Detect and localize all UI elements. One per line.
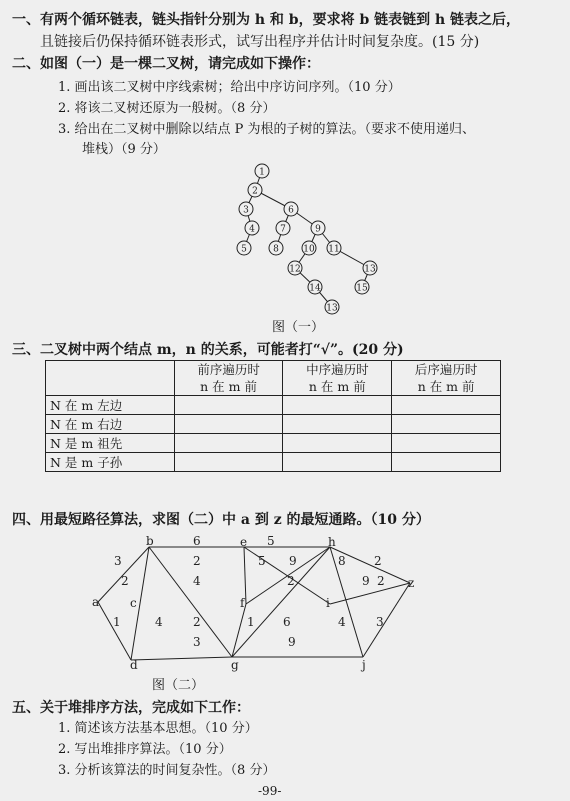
graph-node-f: f xyxy=(240,596,245,610)
q5-item-3: 3. 分析该算法的时间复杂性。（8 分） xyxy=(58,763,276,778)
svg-text:8: 8 xyxy=(273,244,279,255)
header-preorder-line2: n 在 m 前 xyxy=(200,379,257,394)
svg-text:13: 13 xyxy=(364,264,376,275)
svg-text:4: 4 xyxy=(249,224,255,235)
row-label: N 在 m 右边 xyxy=(46,415,175,434)
q5-item-2: 2. 写出堆排序算法。（10 分） xyxy=(58,742,232,757)
graph-edge xyxy=(131,657,232,660)
q2-item-3-cont: 堆栈）（9 分） xyxy=(82,142,166,157)
edge-weight-label: 3 xyxy=(193,635,201,649)
row-label: N 是 m 祖先 xyxy=(46,434,175,453)
q2-item-1: 1. 画出该二叉树中序线索树；给出中序访问序列。（10 分） xyxy=(58,80,401,95)
svg-text:2: 2 xyxy=(252,186,258,197)
edge-weight-label: 2 xyxy=(374,554,382,568)
edge-weight-label: 9 xyxy=(288,635,296,649)
edge-weight-label: 4 xyxy=(155,615,163,629)
graph-edge xyxy=(363,583,410,657)
edge-weight-label: 1 xyxy=(247,615,255,629)
svg-text:6: 6 xyxy=(288,205,294,216)
graph-node-b: b xyxy=(146,534,154,548)
header-inorder-line1: 中序遍历时 xyxy=(306,362,369,377)
edge-weight-label: 1 xyxy=(113,615,121,629)
graph-edge xyxy=(232,547,330,657)
edge-weight-label: 9 xyxy=(362,574,370,588)
edge-weight-label: 9 xyxy=(289,554,297,568)
svg-text:5: 5 xyxy=(241,244,247,255)
figure-1-caption: 图（一） xyxy=(272,320,325,335)
edge-weight-label: 5 xyxy=(258,554,266,568)
graph-node-j: j xyxy=(362,658,366,672)
edge-weight-label: 3 xyxy=(114,554,122,568)
edge-weight-label: 8 xyxy=(338,554,346,568)
row-label: N 在 m 左边 xyxy=(46,396,175,415)
header-inorder-line2: n 在 m 前 xyxy=(308,379,366,394)
edge-weight-label: 2 xyxy=(193,554,201,568)
q5-item-1: 1. 简述该方法基本思想。（10 分） xyxy=(58,721,258,736)
graph-node-c: c xyxy=(130,596,137,610)
graph-node-a: a xyxy=(92,595,100,609)
graph-edge xyxy=(149,547,232,657)
svg-text:15: 15 xyxy=(356,283,368,294)
row-label: N 是 m 子孙 xyxy=(46,453,175,472)
svg-text:13: 13 xyxy=(326,303,338,314)
q1-line1: 一、有两个循环链表，链头指针分别为 h 和 b，要求将 b 链表链到 h 链表之后， xyxy=(12,12,521,28)
edge-weight-label: 2 xyxy=(287,574,295,588)
graph-node-i: i xyxy=(326,596,330,610)
graph-node-h: h xyxy=(328,535,336,549)
edge-weight-label: 2 xyxy=(193,615,201,629)
edge-weight-label: 4 xyxy=(193,574,201,588)
edge-weight-label: 6 xyxy=(193,534,201,548)
header-postorder-line1: 后序遍历时 xyxy=(414,362,478,377)
svg-text:12: 12 xyxy=(289,264,301,275)
q1-line2: 且链接后仍保持循环链表形式，试写出程序并估计时间复杂度。(15 分) xyxy=(40,34,480,50)
svg-text:14: 14 xyxy=(309,283,321,294)
graph-edge xyxy=(330,547,363,657)
graph-node-e: e xyxy=(240,535,248,549)
edge-weight-label: 4 xyxy=(338,615,346,629)
page-number: -99- xyxy=(258,784,282,798)
graph-node-g: g xyxy=(231,658,239,672)
figure-2-caption: 图（二） xyxy=(152,678,205,693)
edge-weight-label: 5 xyxy=(267,534,275,548)
edge-weight-label: 3 xyxy=(376,615,384,629)
q2-item-3: 3. 给出在二叉树中删除以结点 P 为根的子树的算法。（要求不使用递归、 xyxy=(58,122,476,137)
q4-title: 四、用最短路径算法，求图（二）中 a 到 z 的最短通路。（10 分） xyxy=(12,512,430,528)
graph-node-d: d xyxy=(130,658,138,672)
q3-title: 三、二叉树中两个结点 m，n 的关系，可能者打“√”。(20 分) xyxy=(12,342,404,358)
q2-item-2: 2. 将该二叉树还原为一般树。（8 分） xyxy=(58,101,276,116)
q5-title: 五、关于堆排序方法，完成如下工作： xyxy=(12,700,250,716)
edge-weight-label: 2 xyxy=(121,574,129,588)
graph-node-z: z xyxy=(408,576,415,590)
header-postorder-line2: n 在 m 前 xyxy=(417,379,475,394)
graph-edge xyxy=(98,602,131,660)
header-preorder-line1: 前序遍历时 xyxy=(197,362,260,377)
edge-weight-label: 6 xyxy=(283,615,291,629)
svg-text:7: 7 xyxy=(280,224,286,235)
svg-text:1: 1 xyxy=(259,167,265,178)
q2-title: 二、如图（一）是一棵二叉树，请完成如下操作： xyxy=(12,56,320,72)
svg-text:9: 9 xyxy=(315,224,321,235)
svg-text:3: 3 xyxy=(243,205,249,216)
svg-text:10: 10 xyxy=(303,244,315,255)
edge-weight-label: 2 xyxy=(377,574,385,588)
svg-text:11: 11 xyxy=(328,244,340,255)
